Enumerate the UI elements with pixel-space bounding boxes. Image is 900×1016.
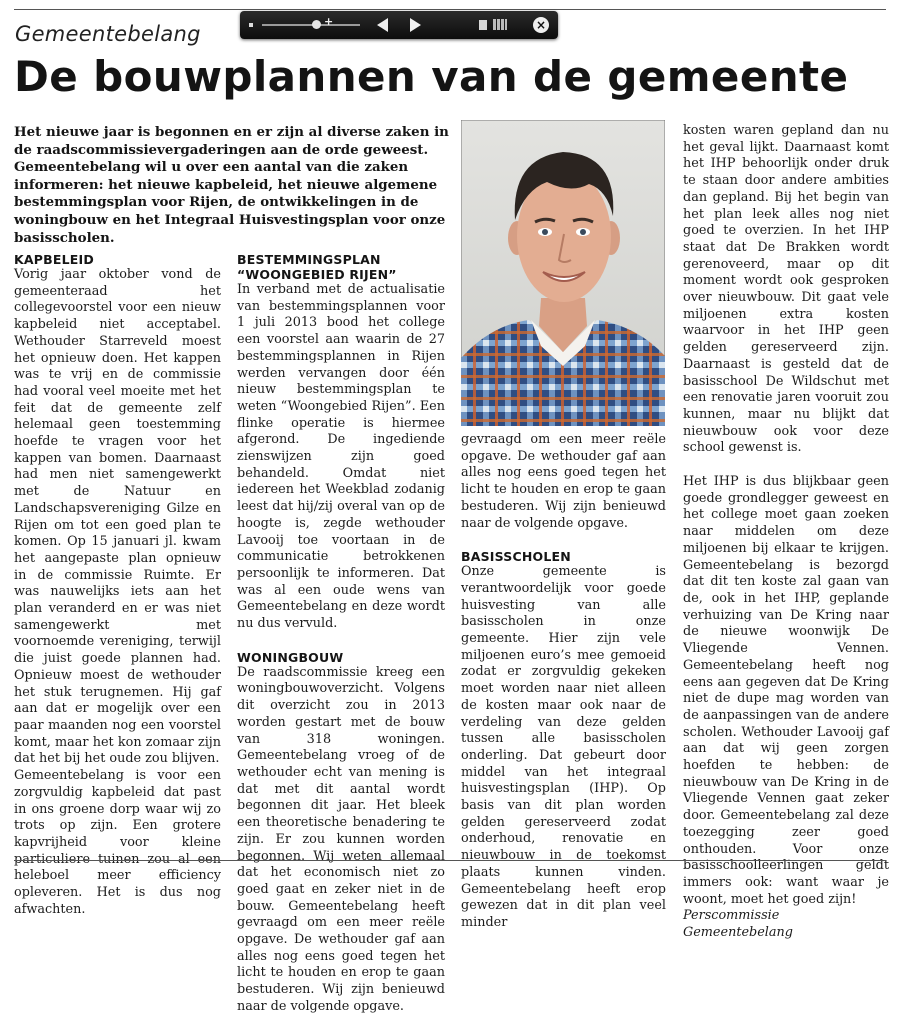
two-page-icon[interactable]: [493, 19, 507, 30]
section-kicker: Gemeentebelang: [15, 22, 201, 46]
basisscholen-paragraph-2: Het IHP is dus blijkbaar geen goede grondlegger geweest en het college moet gaan zoeken naar middelen om deze miljoenen bij elkaar te krijgen. Gemeentebelang is bezorgd dat dit ten koste zal gaan van de, ook in het IHP, geplande verhuizing van De Kring naar de nieuwe woonwijk De Vliegende Vennen. Gemeentebelang heeft nog eens aan gegeven dat De Kring niet de dupe mag worden van de aanpassingen van de andere scholen. Wethouder Lavooij gaf aan dat wij geen zorgen hoefden te hebben: de nieuwbouw van De Kring in de Vliegende Vennen gaat zeker door. Gemeentebelang zal deze toezegging zeer goed onthouden. Voor onze basisschoolleerlingen geldt immers ook: want waar je woont, moet het goed zijn!: [683, 474, 889, 907]
portrait-illustration: [461, 120, 665, 426]
section-heading-kapbeleid: KAPBELEID: [14, 252, 94, 267]
basisscholen-paragraph-1-start: Onze gemeente is verantwoordelijk voor goede huisvesting van alle basisscholen in onze gemeente. Hier zijn vele miljoenen euro’s mee gemoeid zodat er zorgvuldig gekeken moet worden naar niet alleen de kosten maar ook naar de verdeling van deze gelden tussen alle basisscholen onderling. Dat gebeurt door middel van het integraal huisvestingsplan (IHP). Op basis van dit plan worden gelden gereserveerd zodat onderhoud, renovatie en nieuwbouw in de toekomst plaats kunnen vinden. Gemeentebelang heeft erop gewezen dat in dit plan veel minder: [461, 564, 666, 930]
portrait-photo: [461, 120, 665, 426]
bestemmingsplan-heading-line-1: BESTEMMINGSPLAN: [237, 252, 381, 267]
article-column-2: [237, 252, 445, 1016]
woningbouw-paragraph: De raadscommissie kreeg een woningbouwoverzicht. Volgens dit overzicht zou in 2013 worden gestart met de bouw van 318 woningen. Gemeentebelang vroeg of de wethouder echt van mening is dat met dit aantal wordt begonnen dit jaar. Het bleek een theoretische benadering te zijn. Er zou kunnen worden begonnen. Wij weten allemaal dat het economisch niet zo goed gaat en zeker niet in de bouw. Gemeentebelang heeft gevraagd om een meer reële opgave. De wethouder gaf aan alles nog eens goed tegen het licht te houden en erop te gaan bestuderen. Wij zijn benieuwd naar de volgende opgave.: [237, 664, 445, 1014]
next-arrow-icon[interactable]: [404, 14, 426, 36]
section-heading-basisscholen: BASISSCHOLEN: [461, 549, 571, 565]
viewer-toolbar: [240, 11, 558, 39]
prev-arrow-icon[interactable]: [372, 14, 394, 36]
article-column-3: [461, 432, 666, 932]
bestemmingsplan-heading-line-2: “WOONGEBIED RIJEN”: [237, 267, 397, 282]
zoom-slider[interactable]: [262, 24, 360, 26]
kapbeleid-paragraph-1: Vorig jaar oktober vond de gemeenteraad het collegevoorstel voor een nieuw kapbeleid niet acceptabel. Wethouder Starreveld moest het opnieuw doen. Het kappen was te vrij en de commissie had vooral veel moeite met het feit dat de gemeente zelf helemaal geen toestemming hoefde te vragen voor het kappen van bomen. Daarnaast had men niet samengewerkt met de Natuur en Landschapsvereniging Gilze en Rijen om tot een goed plan te komen. Op 15 januari jl. kwam het aangepaste plan opnieuw in de commissie Ruimte. Er was nauwelijks iets aan het plan veranderd en er was niet samengewerkt met voornoemde vereniging, terwijl die juist goede plannen had. Opnieuw moest de wethouder het stuk terugnemen. Hij gaf aan dat er mogelijk over een paar maanden nog een voorstel komt, maar het kon zomaar zijn dat het bij het oude zou blijven.: [14, 267, 221, 767]
lead-paragraph: Het nieuwe jaar is begonnen en er zijn al diverse zaken in de raadscommissievergaderingen aan de orde geweest. Gemeentebelang wil u over een aantal van die zaken informeren: het nieuwe kapbeleid, het nieuwe algemene bestemmingsplan voor Rijen, de ontwikkelingen in de woningbouw en het Integraal Huisvestingsplan voor onze basisscholen.: [14, 124, 449, 246]
article-column-1: [14, 252, 221, 918]
top-rule: [14, 9, 886, 10]
section-heading-bestemmingsplan: [237, 252, 445, 282]
woningbouw-continued: gevraagd om een meer reële opgave. De wethouder gaf aan alles nog eens goed tegen het licht te houden en erop te gaan bestuderen. Wij zijn benieuwd naar de volgende opgave.: [461, 432, 666, 531]
zoom-slider-thumb[interactable]: [312, 20, 321, 29]
bottom-rule: [14, 860, 886, 861]
byline-credit: Perscommissie Gemeentebelang: [683, 908, 793, 941]
page-title: De bouwplannen van de gemeente: [14, 52, 849, 101]
single-page-icon[interactable]: [479, 20, 487, 30]
bestemmingsplan-paragraph: In verband met de actualisatie van bestemmingsplannen voor 1 juli 2013 bood het college een voorstel aan waarin de 27 bestemmingsplannen in Rijen werden vervangen door één nieuw bestemmingsplan te weten “Woongebied Rijen”. Een flinke operatie is hiermee afgerond. De ingediende zienswijzen zijn goed behandeld. Omdat niet iedereen het Weekblad zodanig leest dat hij/zij overal van op de hoogte is, zegde wethouder Lavooij toe voortaan in de communicatie betrokkenen persoonlijk te informeren. Dat was al een oude wens van Gemeentebelang en deze wordt nu dus vervuld.: [237, 282, 445, 632]
kapbeleid-paragraph-2: Gemeentebelang is voor een zorgvuldig kapbeleid dat past in ons groene dorp waar wij zo trots op zijn. Een grotere kapvrijheid voor kleine particuliere tuinen zou al een heleboel meer efficiency opleveren. Het is dus nog afwachten.: [14, 768, 221, 917]
close-icon[interactable]: ×: [533, 17, 549, 33]
zoom-in-icon[interactable]: +: [324, 15, 334, 28]
article-column-4: [683, 123, 889, 942]
section-heading-woningbouw: WONINGBOUW: [237, 649, 344, 665]
basisscholen-paragraph-1-end: kosten waren gepland dan nu het geval lijkt. Daarnaast komt het IHP behoorlijk onder druk te staan door andere ambities dan gepland. Bij het begin van het plan leek alles nog niet goed te overzien. In het IHP staat dat De Brakken wordt gerenoveerd, maar op dit moment wordt ook gesproken over nieuwbouw. Dit gaat vele miljoenen extra kosten waarvoor in het IHP geen gelden gereserveerd zijn. Daarnaast is gesteld dat de basisschool De Wildschut met een renovatie jaren vooruit zou kunnen, maar nu blijkt dat nieuwbouw ook voor deze school gewenst is.: [683, 123, 889, 456]
zoom-out-icon[interactable]: [249, 23, 253, 27]
